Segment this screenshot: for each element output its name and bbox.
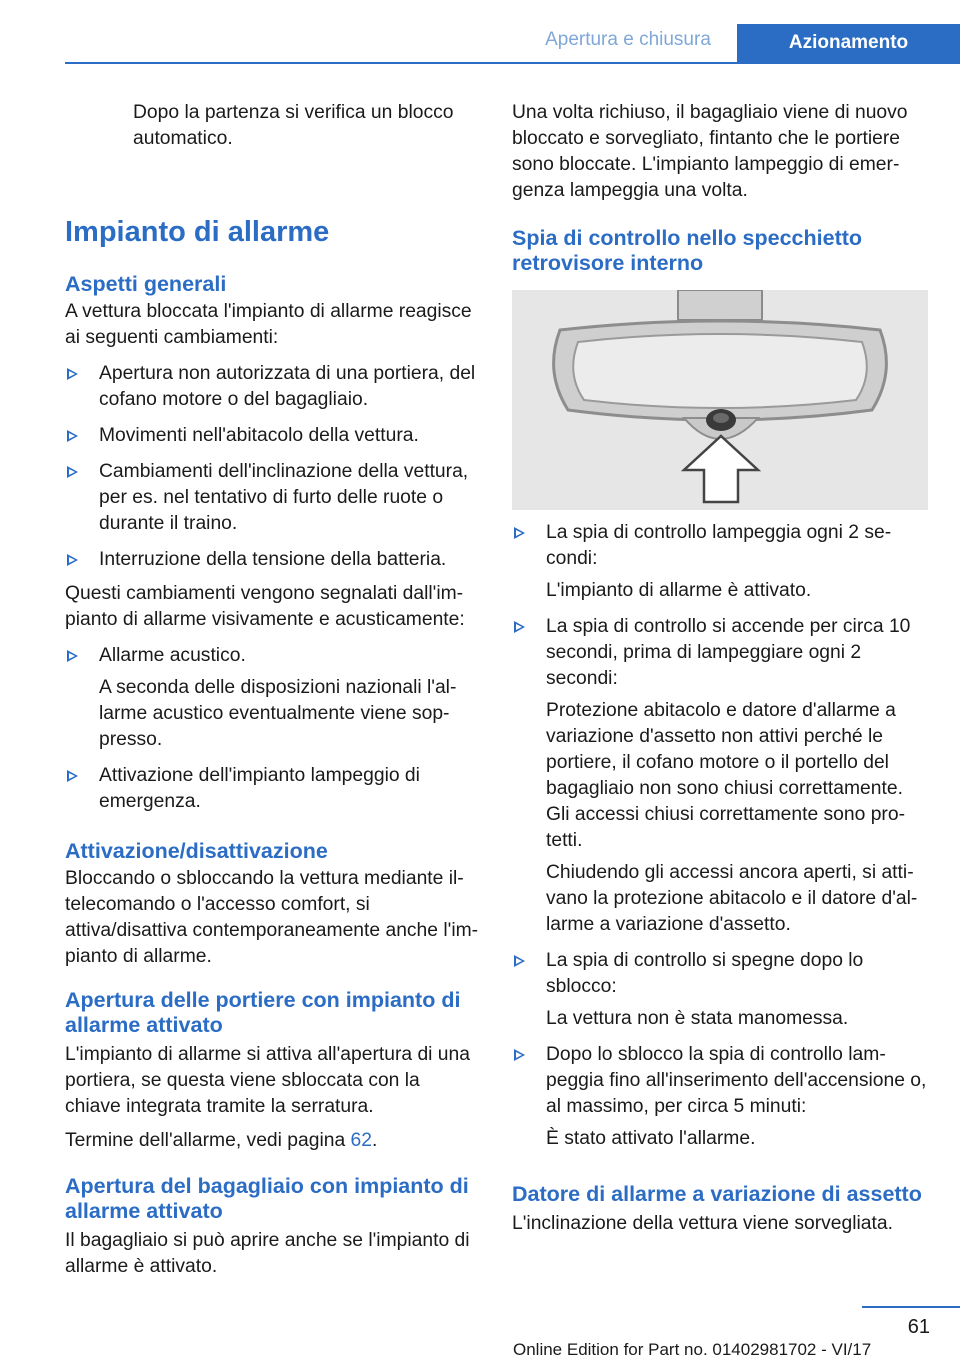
heading-aspetti-generali: Aspetti generali [65,272,227,296]
list-item: La spia di controllo si accende per circa 10 secondi, prima di lampeggiare ogni 2 secondi: Protezione abitacolo e datore d'allarme a variazione d'assetto non attivi perché le portiere, il cofano motore o il portello del bagagliaio non sono chiusi correttamente. Gli accessi chiusi correttamente sono protetti. Chiudendo gli accessi ancora aperti, si attivano la protezione abitacolo e il datore d'allarme a variazione d'assetto. [512,614,930,938]
heading-spia-controllo: Spia di controllo nello specchietto retrovisore interno [512,226,863,275]
triangle-bullet-icon [67,466,78,478]
list-item: Attivazione dell'impianto lampeggio di emergenza. [65,763,480,815]
triangle-bullet-icon [514,621,525,633]
heading-apertura-bagagliaio: Apertura del bagagliaio con impianto di allarme attivato [65,1174,469,1223]
page-link[interactable]: 62 [350,1130,372,1151]
heading-apertura-portiere: Apertura delle portiere con impianto di allarme attivato [65,988,461,1037]
paragraph: Bloccando o sbloccando la vettura mediante iltelecomando o l'accesso comfort, si attiva/disattiva contemporaneamente anche l'impianto di allarme. [65,868,479,967]
heading-datore-allarme: Datore di allarme a variazione di assetto [512,1182,922,1206]
header-chapter-tab[interactable]: Azionamento [737,24,960,62]
triangle-bullet-icon [67,650,78,662]
rearview-mirror-image [512,290,928,510]
paragraph: A vettura bloccata l'impianto di allarme reagisce ai seguenti cambiamenti: [65,301,472,348]
heading-impianto-allarme: Impianto di allarme [65,216,330,248]
paragraph: Una volta richiuso, il bagagliaio viene di nuovo bloccato e sorvegliato, fintanto che le portiere sono bloccate. L'impianto lampeggio di emergenza lampeggia una volta. [512,102,908,201]
triangle-bullet-icon [67,368,78,380]
triangle-bullet-icon [514,955,525,967]
list-cambiamenti [65,361,480,573]
page-header [0,24,960,62]
page-number: 61 [907,1316,930,1338]
paragraph: Questi cambiamenti vengono segnalati dall'impianto di allarme visivamente e acusticamente: [65,583,465,630]
paragraph: Il bagagliaio si può aprire anche se l'impianto di allarme è attivato. [65,1230,470,1277]
list-item: Allarme acustico. A seconda delle disposizioni nazionali l'allarme acustico eventualmente viene soppresso. [65,643,480,753]
list-segnalazioni [65,643,480,815]
list-item: Interruzione della tensione della batteria. [65,547,480,573]
triangle-bullet-icon [67,430,78,442]
triangle-bullet-icon [514,1049,525,1061]
list-item: Cambiamenti dell'inclinazione della vettura, per es. nel tentativo di furto delle ruote o durante il traino. [65,459,480,537]
paragraph: L'impianto di allarme si attiva all'apertura di una portiera, se questa viene sbloccata con la chiave integrata tramite la serratura. [65,1044,470,1117]
right-column [512,100,930,1237]
footer-rule [862,1306,960,1308]
list-item: Apertura non autorizzata di una portiera, del cofano motore o del bagagliaio. [65,361,480,413]
triangle-bullet-icon [514,527,525,539]
list-item: Movimenti nell'abitacolo della vettura. [65,423,480,449]
list-item: Dopo lo sblocco la spia di controllo lampeggia fino all'inserimento dell'accensione o, al massimo, per circa 5 minuti: È stato attivato l'allarme. [512,1042,930,1152]
list-spia [512,520,930,1152]
list-item: La spia di controllo si spegne dopo lo sblocco: La vettura non è stata manomessa. [512,948,930,1032]
triangle-bullet-icon [67,554,78,566]
heading-attivazione: Attivazione/disattivazione [65,839,328,863]
mirror-illustration [512,290,928,510]
intro-text: Dopo la partenza si verifica un blocco automatico. [133,102,454,149]
paragraph: Termine dell'allarme, vedi pagina 62. [65,1130,378,1151]
paragraph: L'inclinazione della vettura viene sorvegliata. [512,1213,893,1234]
left-column [65,100,480,1280]
header-section-title[interactable]: Apertura e chiusura [545,29,711,50]
header-rule [65,62,960,64]
list-item: La spia di controllo lampeggia ogni 2 secondi: L'impianto di allarme è attivato. [512,520,930,604]
triangle-bullet-icon [67,770,78,782]
edition-note: Online Edition for Part no. 01402981702 - VI/17 [513,1340,872,1359]
